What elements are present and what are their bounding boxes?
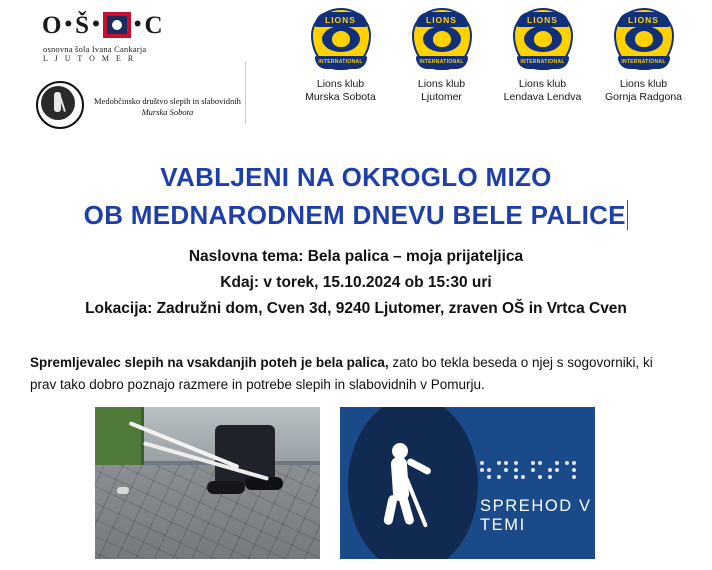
banner-caption: SPREHOD V TEMI (480, 497, 592, 534)
lions-club-ljutomer (391, 6, 492, 104)
text-cursor (627, 200, 629, 230)
lions-club-label-line2: Lendava Lendva (503, 91, 582, 103)
body-paragraph-rest: zato bo tekla beseda o njej s sogovorniki, ki prav tako dobro poznajo razmere in potrebe slepih in slabovidnih v Pomurju. (30, 355, 653, 392)
lions-club-label-line1: Lions klub (316, 78, 365, 90)
lions-emblem-bottom-text: INTERNATIONAL (416, 56, 468, 69)
logo-dot-icon: • (92, 10, 100, 36)
blind-person-emblem-icon (30, 80, 86, 132)
lions-club-gornja-radgona (593, 6, 694, 104)
event-location: Lokacija: Zadružni dom, Cven 3d, 9240 Ljutomer, zraven OŠ in Vrtca Cven (85, 300, 627, 317)
school-logo-city: L J U T O M E R (43, 54, 136, 63)
header-divider (245, 62, 246, 124)
document-header (0, 0, 712, 130)
banner-sprehod-v-temi (340, 407, 595, 559)
lions-emblem-bottom-text: INTERNATIONAL (315, 56, 367, 69)
logo-dot-icon: • (133, 10, 142, 36)
lions-emblem-top-text: LIONS (416, 12, 468, 27)
lions-emblem-top-text: LIONS (618, 12, 670, 27)
school-logo-emblem-icon (103, 12, 131, 38)
society-logo (30, 80, 275, 132)
lions-club-lendava (492, 6, 593, 104)
lions-club-label-line2: Ljutomer (421, 91, 462, 103)
society-logo-line1: Medobčinsko društvo slepih in slabovidnih (94, 95, 241, 106)
lions-club-label-line2: Gornja Radgona (604, 91, 683, 103)
logo-dot-icon: • (64, 10, 73, 36)
photo-white-cane-walk (95, 407, 320, 559)
school-logo-letter-c: C (144, 11, 163, 39)
lions-emblem-bottom-text: INTERNATIONAL (618, 56, 670, 69)
school-logo-subtitle: osnovna šola Ivana Cankarja (43, 44, 147, 54)
body-paragraph (30, 352, 682, 396)
event-datetime: Kdaj: v torek, 15.10.2024 ob 15:30 uri (220, 274, 492, 291)
braille-text-icon (480, 461, 580, 480)
event-topic: Naslovna tema: Bela palica – moja prijateljica (188, 248, 524, 265)
school-logo-mark (42, 8, 275, 42)
society-logo-line2: Murska Sobota (141, 106, 194, 117)
page-title (0, 158, 712, 234)
school-logo (30, 8, 275, 66)
lions-clubs-row (290, 6, 694, 104)
lions-club-label-line1: Lions klub (619, 78, 668, 90)
lions-club-label-line1: Lions klub (417, 78, 466, 90)
lions-emblem-icon (408, 6, 476, 74)
school-logo-letter-o: O (42, 11, 62, 39)
left-logo-group (30, 8, 275, 132)
lions-club-label-line1: Lions klub (518, 78, 567, 90)
image-row (0, 407, 712, 562)
lions-emblem-top-text: LIONS (315, 12, 367, 27)
title-line-2: OB MEDNARODNEM DNEVU BELE PALICE (83, 200, 626, 230)
lions-emblem-icon (610, 6, 678, 74)
lions-emblem-bottom-text: INTERNATIONAL (517, 56, 569, 69)
lions-club-label-line2: Murska Sobota (305, 91, 376, 103)
lions-emblem-top-text: LIONS (517, 12, 569, 27)
title-line-1: VABLJENI NA OKROGLO MIZO (160, 162, 552, 192)
lions-emblem-icon (509, 6, 577, 74)
lions-emblem-icon (307, 6, 375, 74)
event-details (0, 244, 712, 322)
lions-club-murska-sobota (290, 6, 391, 104)
school-logo-letter-s: Š (75, 11, 90, 39)
body-paragraph-lead: Spremljevalec slepih na vsakdanjih poteh je bela palica, (30, 355, 389, 370)
